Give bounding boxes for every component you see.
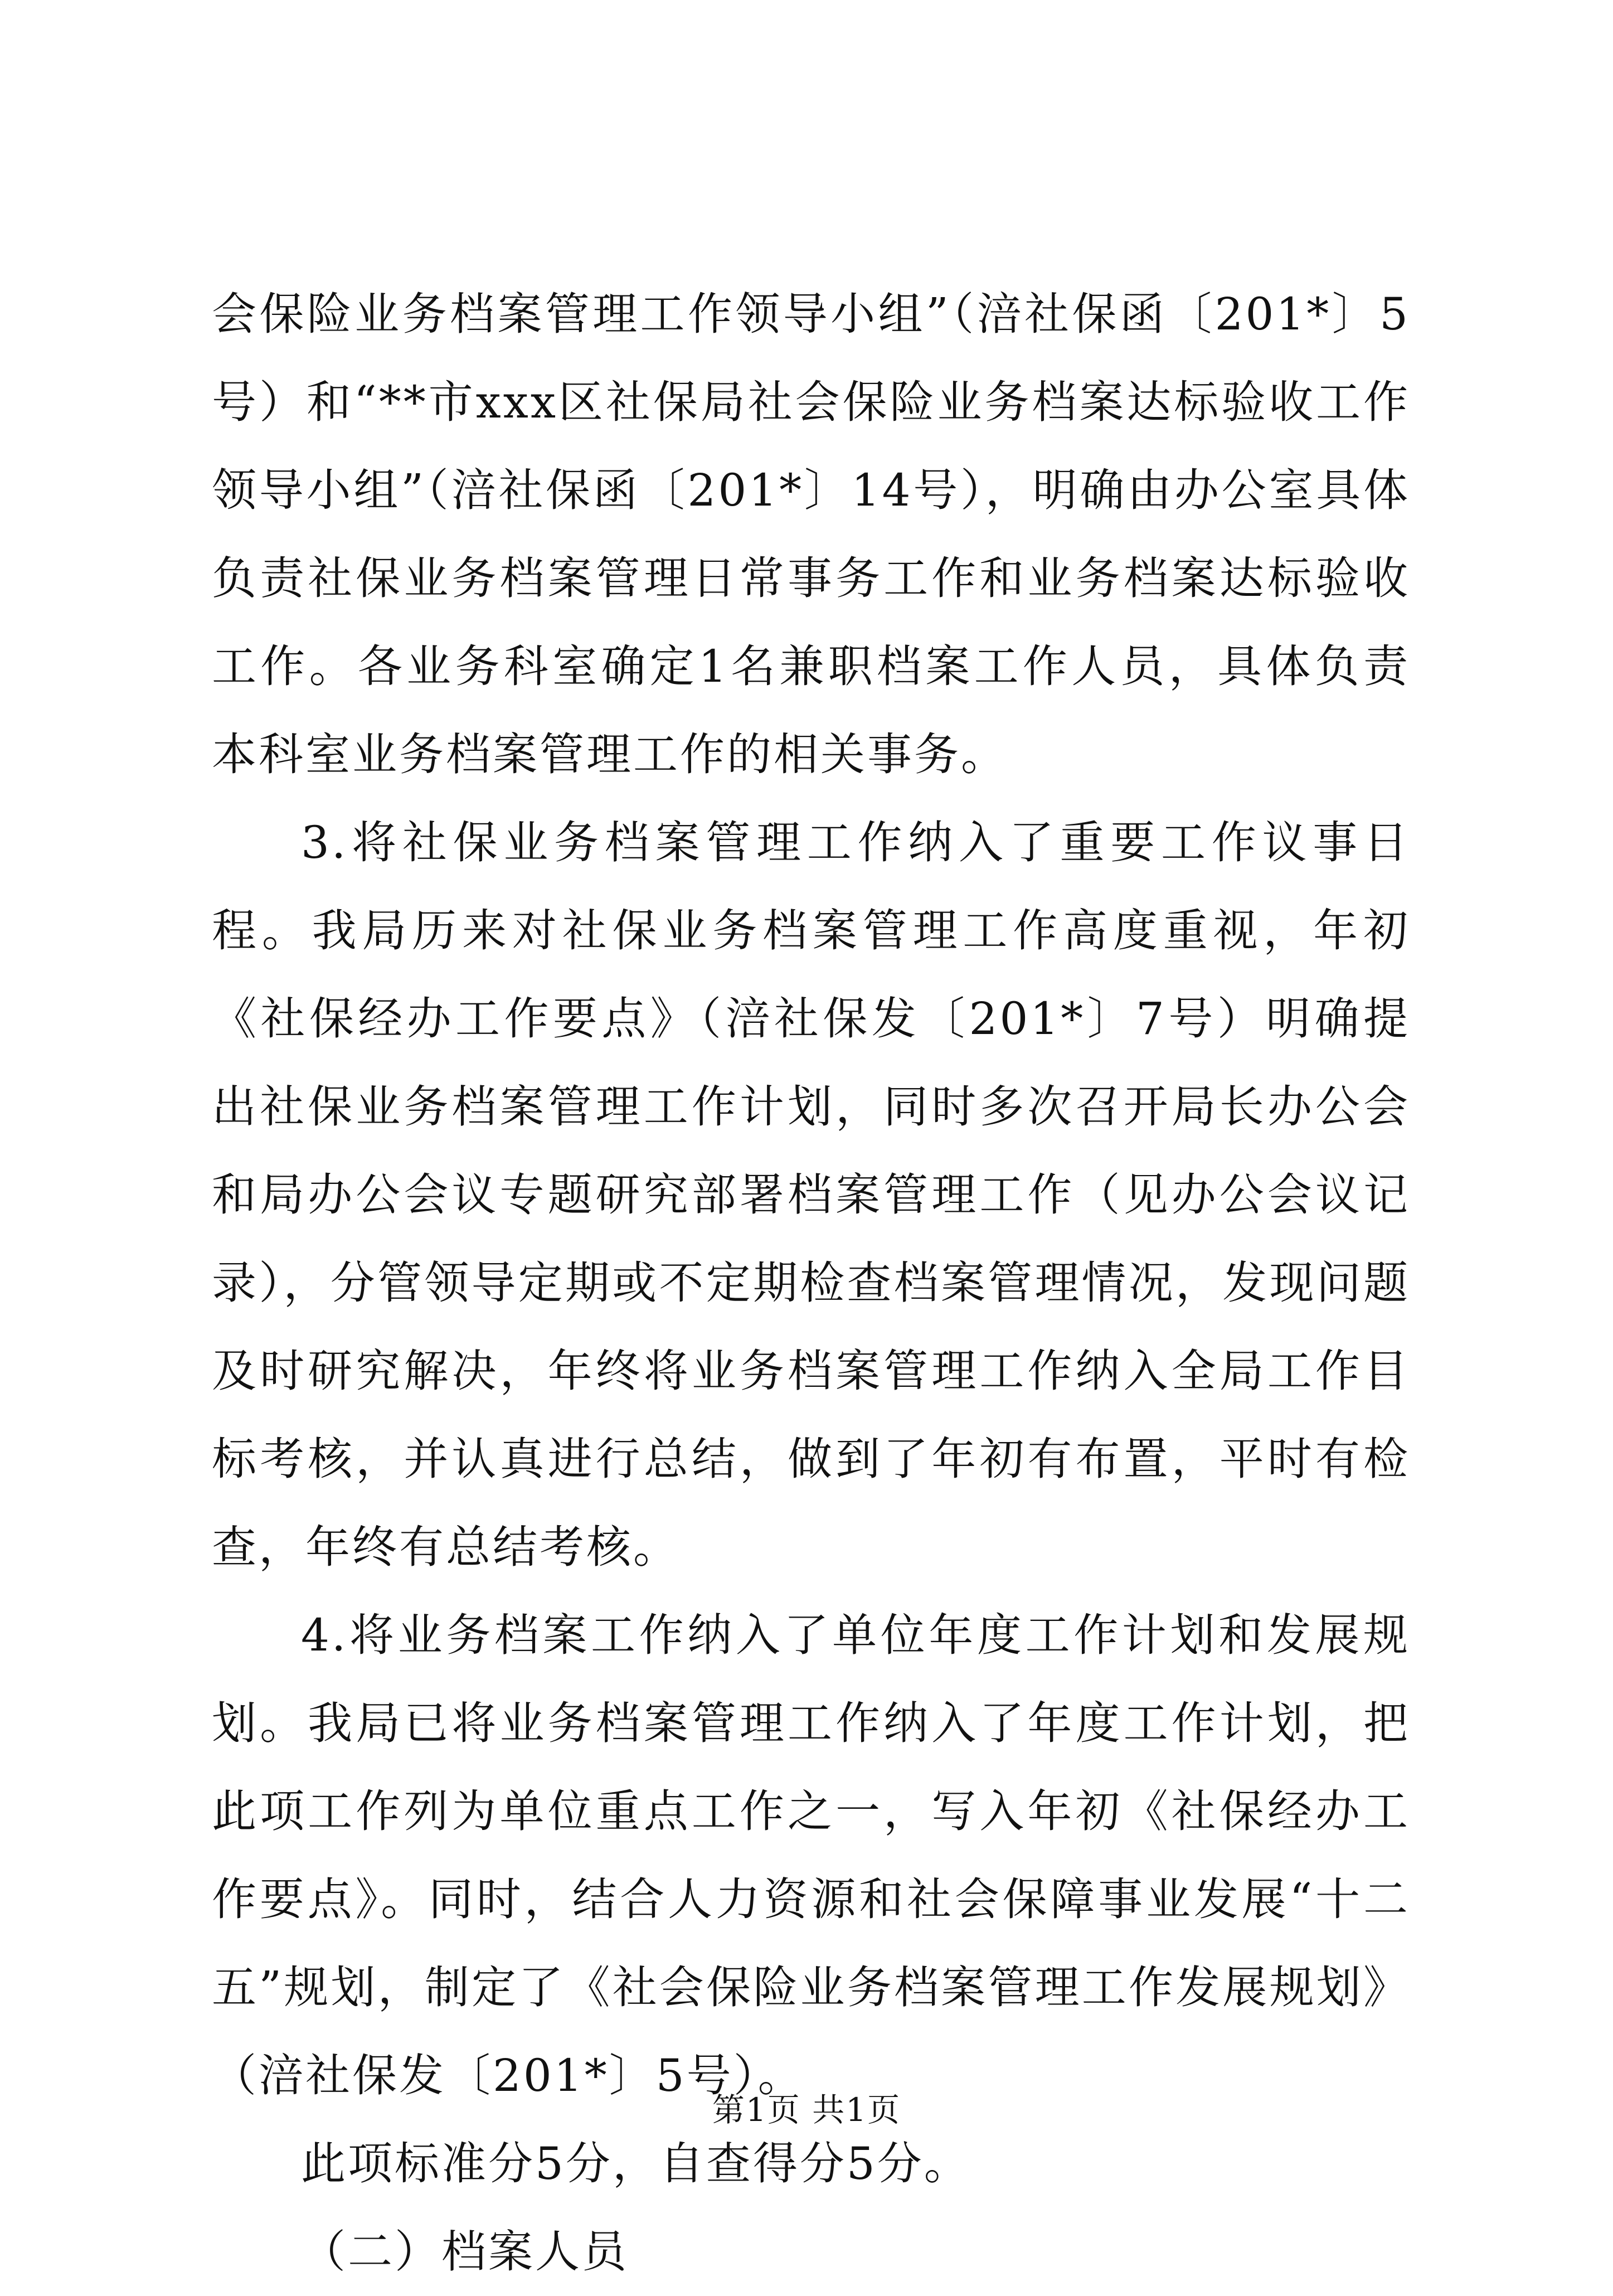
section-heading: （二）档案人员 xyxy=(301,2226,629,2278)
paragraph-continuation: 会保险业务档案管理工作领导小组”（涪社保函〔201*〕5号）和“**市xxx区社保局社会保险业务档案达标验收工作领导小组”（涪社保函〔201*〕14号），明确由办公室具体负责社保业务档案管理日常事务工作和业务档案达标验收工作。各业务科室确定1名兼职档案工作人员，具体负责本科室业务档案管理工作的相关事务。 xyxy=(212,288,1410,780)
paragraph-score: 此项标准分5分，自查得分5分。 xyxy=(301,2138,971,2190)
page-footer: 第1页 共1页 xyxy=(712,2091,901,2129)
paragraph-item-3: 3.将社保业务档案管理工作纳入了重要工作议事日程。我局历来对社保业务档案管理工作高度重视，年初《社保经办工作要点》（涪社保发〔201*〕7号）明确提出社保业务档案管理工作计划，同时多次召开局长办公会和局办公会议专题研究部署档案管理工作（见办公会议记录），分管领导定期或不定期检查档案管理情况，发现问题及时研究解决，年终将业务档案管理工作纳入全局工作目标考核，并认真进行总结，做到了年初有布置，平时有检查，年终有总结考核。 xyxy=(212,817,1410,1573)
document-body xyxy=(212,270,1410,2296)
paragraph-item-4: 4.将业务档案工作纳入了单位年度工作计划和发展规划。我局已将业务档案管理工作纳入了年度工作计划，把此项工作列为单位重点工作之一，写入年初《社保经办工作要点》。同时，结合人力资源和社会保障事业发展“十二五”规划，制定了《社会保险业务档案管理工作发展规划》（涪社保发〔201*〕5号）。 xyxy=(212,1609,1410,2101)
